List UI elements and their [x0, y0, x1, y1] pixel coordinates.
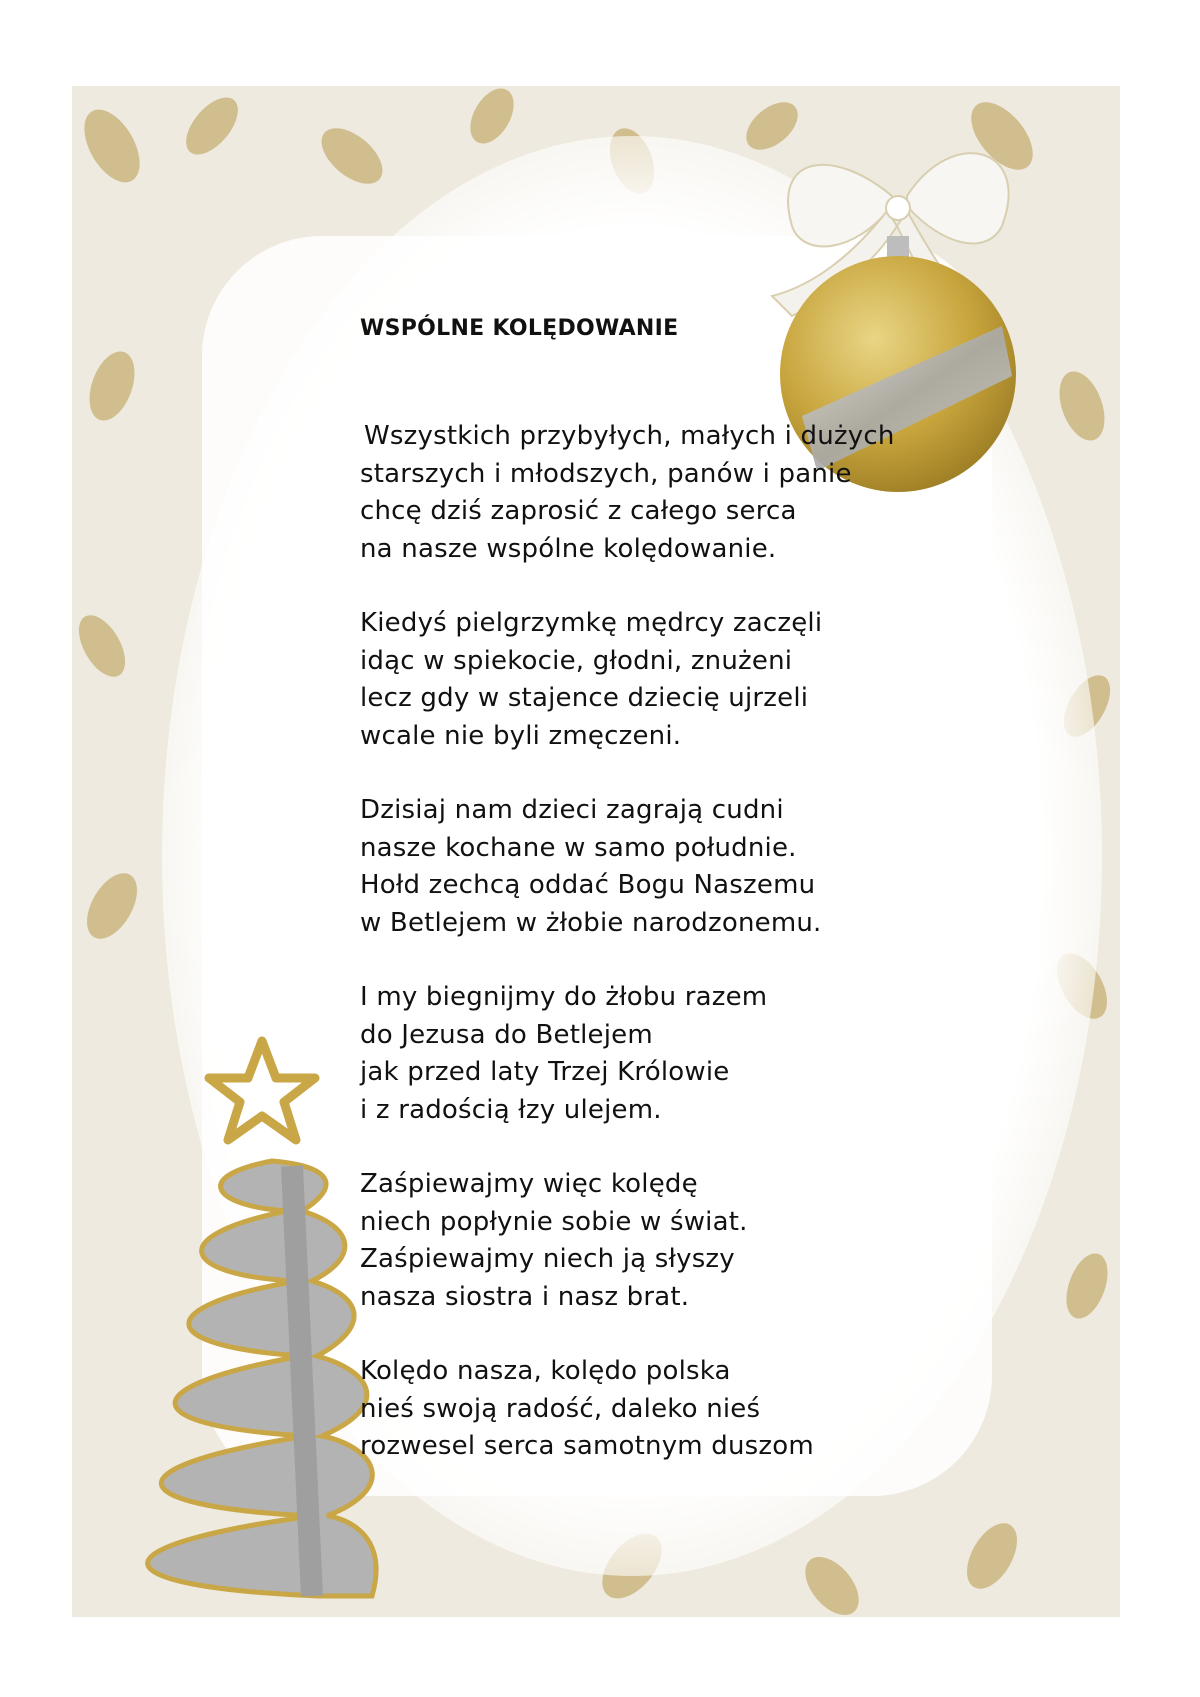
- stanza-1: [360, 418, 980, 568]
- poem-line: Kolędo nasza, kolędo polska: [360, 1356, 731, 1386]
- stanza-5: [360, 1166, 980, 1316]
- stanza-4: [360, 979, 980, 1129]
- poem-line: nieś swoją radość, daleko nieś: [360, 1393, 761, 1424]
- poem-line: niech popłynie sobie w świat.: [360, 1206, 748, 1237]
- poem-line: I my biegnijmy do żłobu razem: [360, 982, 768, 1012]
- poem-line: Hołd zechcą oddać Bogu Naszemu: [360, 870, 816, 900]
- poem-line: Dzisiaj nam dzieci zagrają cudni: [360, 795, 784, 825]
- poem-line: Kiedyś pielgrzymkę mędrcy zaczęli: [360, 608, 823, 638]
- poem-page: [72, 86, 1120, 1617]
- poem-line: i z radością łzy ulejem.: [360, 1094, 662, 1125]
- poem-line: wcale nie byli zmęczeni.: [360, 720, 682, 751]
- stanza-2: [360, 605, 980, 755]
- poem-line: nasza siostra i nasz brat.: [360, 1281, 690, 1312]
- poem-line: lecz gdy w stajence dziecię ujrzeli: [360, 683, 809, 713]
- poem-line: Zaśpiewajmy więc kolędę: [360, 1169, 698, 1199]
- poem-line: do Jezusa do Betlejem: [360, 1019, 653, 1050]
- poem-title: WSPÓLNE KOLĘDOWANIE: [360, 316, 679, 341]
- poem: [360, 314, 980, 1503]
- stanza-3: [360, 792, 980, 942]
- poem-line: na nasze wspólne kolędowanie.: [360, 533, 777, 564]
- poem-line: jak przed laty Trzej Królowie: [360, 1057, 730, 1087]
- poem-line: nasze kochane w samo południe.: [360, 832, 797, 863]
- poem-line: Wszystkich przybyłych, małych i dużych: [364, 421, 895, 451]
- stanza-6: [360, 1353, 980, 1466]
- poem-line: rozwesel serca samotnym duszom: [360, 1431, 814, 1461]
- poem-line: idąc w spiekocie, głodni, znużeni: [360, 645, 793, 676]
- poem-line: starszych i młodszych, panów i panie: [360, 458, 852, 489]
- poem-line: w Betlejem w żłobie narodzonemu.: [360, 907, 822, 938]
- poem-line: chcę dziś zaprosić z całego serca: [360, 496, 797, 526]
- poem-line: Zaśpiewajmy niech ją słyszy: [360, 1244, 735, 1274]
